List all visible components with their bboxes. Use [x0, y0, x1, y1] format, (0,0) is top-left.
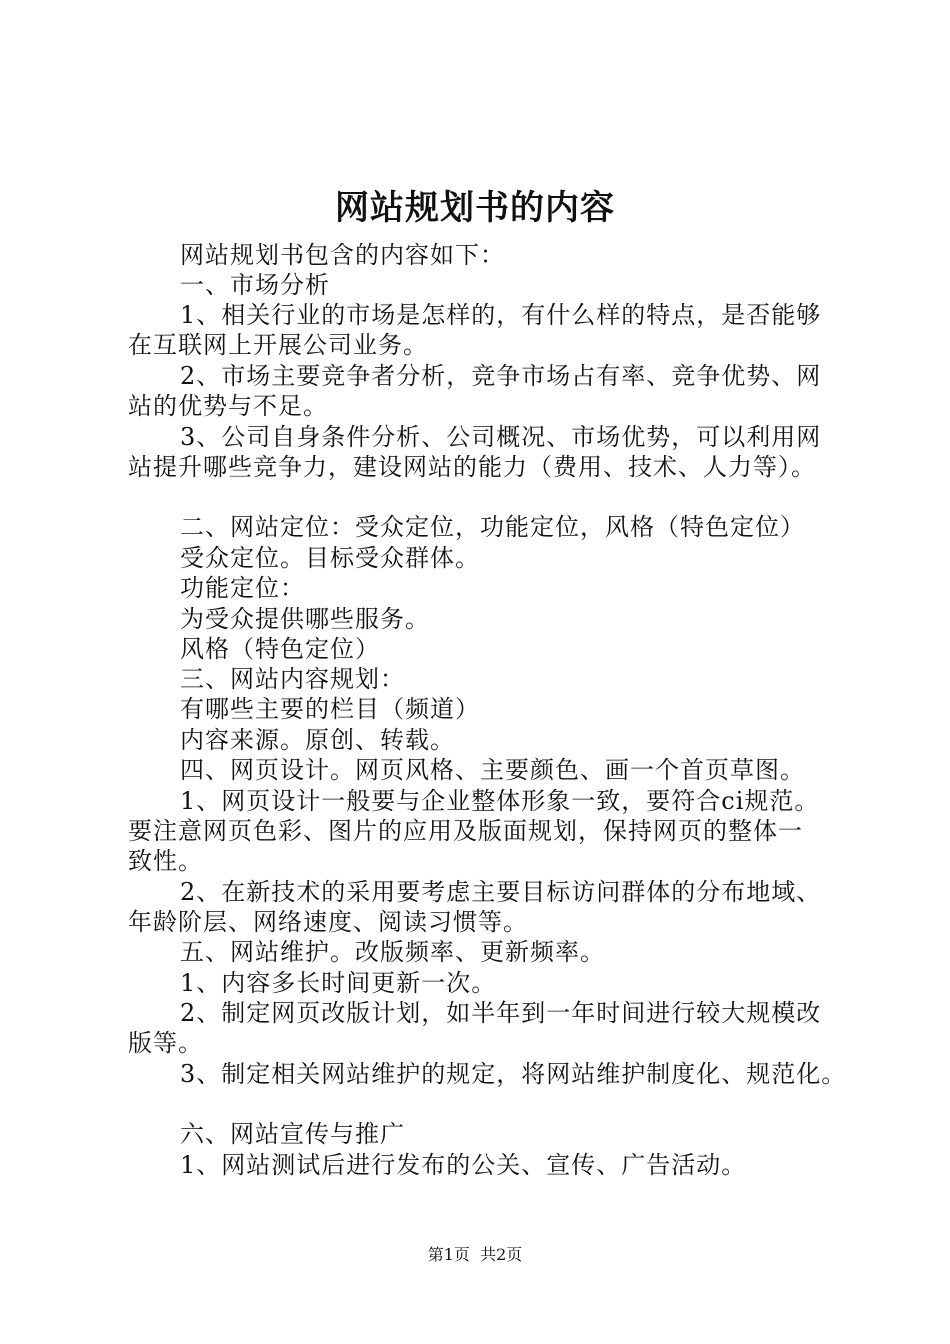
- text-line: 要注意网页色彩、图片的应用及版面规划，保持网页的整体一: [128, 817, 803, 845]
- text-line: 功能定位：: [180, 574, 305, 602]
- text-line: 1、网站测试后进行发布的公关、宣传、广告活动。: [180, 1151, 747, 1179]
- section-heading: 六、网站宣传与推广: [180, 1120, 405, 1148]
- text-line: 3、公司自身条件分析、公司概况、市场优势，可以利用网: [180, 423, 822, 451]
- text-line: 在互联网上开展公司业务。: [128, 331, 428, 359]
- text-line: 受众定位。目标受众群体。: [180, 544, 480, 572]
- text-line: 2、市场主要竞争者分析，竞争市场占有率、竞争优势、网: [180, 362, 822, 390]
- text-line: 1、网页设计一般要与企业整体形象一致，要符合ci规范。: [180, 787, 820, 815]
- text-line: 为受众提供哪些服务。: [180, 605, 430, 633]
- section-heading: 四、网页设计。网页风格、主要颜色、画一个首页草图。: [180, 756, 805, 784]
- text-line: 2、在新技术的采用要考虑主要目标访问群体的分布地域、: [180, 878, 822, 906]
- section-heading: 二、网站定位：受众定位，功能定位，风格（特色定位）: [180, 513, 805, 541]
- section-heading: 一、市场分析: [180, 271, 330, 299]
- text-line: 站的优势与不足。: [128, 392, 328, 420]
- text-line: 有哪些主要的栏目（频道）: [180, 695, 480, 723]
- text-line: 3、制定相关网站维护的规定，将网站维护制度化、规范化。: [180, 1060, 847, 1088]
- section-heading: 五、网站维护。改版频率、更新频率。: [180, 938, 605, 966]
- text-line: 2、制定网页改版计划，如半年到一年时间进行较大规模改: [180, 999, 822, 1027]
- text-line: 年龄阶层、网络速度、阅读习惯等。: [128, 908, 528, 936]
- section-heading: 三、网站内容规划：: [180, 665, 405, 693]
- text-line: 致性。: [128, 847, 203, 875]
- text-line: 内容来源。原创、转载。: [180, 726, 455, 754]
- text-line: 1、相关行业的市场是怎样的，有什么样的特点，是否能够: [180, 301, 822, 329]
- text-line: 风格（特色定位）: [180, 635, 380, 663]
- text-line: 网站规划书包含的内容如下：: [180, 241, 505, 269]
- page-footer: 第1页 共2页: [427, 1245, 523, 1264]
- text-line: 站提升哪些竞争力，建设网站的能力（费用、技术、人力等）。: [128, 453, 816, 481]
- text-line: 1、内容多长时间更新一次。: [180, 969, 497, 997]
- text-line: 版等。: [128, 1029, 203, 1057]
- document-title: 网站规划书的内容: [335, 188, 615, 228]
